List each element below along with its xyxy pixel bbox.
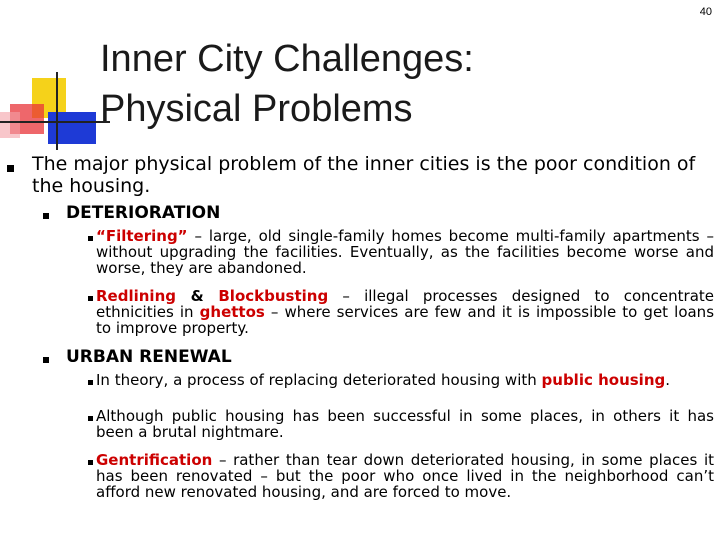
bullet-square-icon (88, 380, 93, 385)
bullet-square-icon (88, 460, 93, 465)
public-housing-text: Although public housing has been successful in some places, in others it has been a brutal nightmare. (96, 407, 714, 441)
list-item-gentrification (96, 452, 714, 500)
slide-title (100, 34, 474, 134)
deco-pink-square (0, 112, 20, 138)
section-heading-urban-renewal: URBAN RENEWAL (66, 347, 232, 367)
bullet-square-icon (88, 416, 93, 421)
list-item-redlining (96, 288, 714, 336)
redlining-text-2: – where services are few and it is impossible to get loans to improve property. (96, 303, 715, 337)
title-line-1: Inner City Challenges: (100, 38, 474, 80)
main-bullet-text: The major physical problem of the inner cities is the poor condition of the housing. (32, 153, 696, 197)
term-public-housing: public housing (541, 371, 666, 389)
term-gentrification: Gentrification (96, 451, 213, 469)
term-redlining: Redlining (96, 287, 176, 305)
term-blockbusting: Blockbusting (218, 287, 329, 305)
gentrification-text: – rather than tear down deteriorated housing, in some places it has been renovated – but the poor who once lived in the neighborhood can’t afford new renovated housing, and are forced to move. (96, 451, 714, 501)
redlining-text-1: – illegal processes designed to concentrate ethnicities in (96, 287, 714, 321)
list-item-public-housing (96, 408, 714, 440)
bullet-square-icon (88, 236, 93, 241)
filtering-text: – large, old single-family homes become multi-family apartments – without upgrading the facilities. Eventually, as the facilities become worse and worse, they are abandoned. (96, 227, 714, 277)
title-line-2: Physical Problems (100, 88, 413, 130)
bullet-square-icon (43, 213, 49, 219)
slide-number: 40 (699, 6, 712, 18)
deco-blue-square (48, 112, 96, 144)
theory-end: . (665, 371, 671, 389)
list-item-theory (96, 372, 714, 388)
term-ghettos: ghettos (199, 303, 265, 321)
bullet-square-icon (88, 296, 93, 301)
ampersand: & (175, 287, 219, 305)
section-heading-deterioration: DETERIORATION (66, 203, 221, 223)
list-item-filtering (96, 228, 714, 276)
theory-text: In theory, a process of replacing deteriorated housing with (96, 371, 542, 389)
bullet-square-icon (7, 165, 14, 172)
decorative-squares-logo (0, 0, 110, 150)
bullet-square-icon (43, 357, 49, 363)
term-filtering: “Filtering” (96, 227, 188, 245)
